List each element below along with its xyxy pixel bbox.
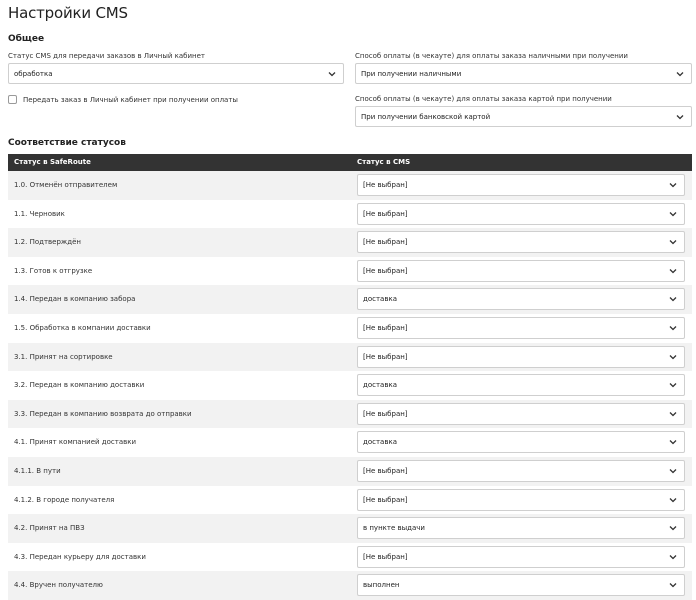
chevron-down-icon [668,466,678,476]
saferoute-status-label: 1.0. Отменён отправителем [14,181,118,189]
chevron-down-icon [668,180,678,190]
page-title: Настройки CMS [8,4,128,22]
saferoute-status-label: 1.5. Обработка в компании доставки [14,323,151,332]
table-row [8,371,692,400]
pass-on-payment-label: Передать заказ в Личный кабинет при получении оплаты [23,96,238,104]
chevron-down-icon [668,437,678,447]
card-payment-label: Способ оплаты (в чекауте) для оплаты заказа картой при получении [355,95,612,103]
table-row [8,428,692,457]
saferoute-status-label: 3.3. Передан в компанию возврата до отправки [14,409,192,418]
cash-payment-value: При получении наличными [361,69,462,78]
chevron-down-icon [668,409,678,419]
cms-status-mapping-select[interactable] [357,374,685,396]
table-row [8,457,692,486]
chevron-down-icon [668,580,678,590]
cms-status-mapping-select[interactable] [357,317,685,339]
general-heading: Общее [8,34,45,44]
cash-payment-select[interactable] [355,63,692,84]
cms-status-mapping-value: [Не выбран] [363,209,408,218]
table-row [8,285,692,314]
cms-status-mapping-value: [Не выбран] [363,495,408,504]
table-row [8,486,692,515]
cms-status-mapping-value: [Не выбран] [363,323,408,332]
saferoute-status-label: 4.1. Принят компанией доставки [14,438,137,447]
cms-status-label: Статус CMS для передачи заказов в Личный кабинет [8,52,205,60]
chevron-down-icon [675,69,685,79]
table-row [8,514,692,543]
table-row [8,257,692,286]
cms-status-mapping-select[interactable] [357,546,685,568]
chevron-down-icon [668,495,678,505]
cms-status-mapping-value: доставка [363,381,397,390]
cms-status-mapping-value: в пункте выдачи [363,524,425,533]
saferoute-status-label: 1.4. Передан в компанию забора [14,295,136,304]
table-row [8,343,692,372]
chevron-down-icon [668,323,678,333]
cms-status-mapping-select[interactable] [357,489,685,511]
cms-status-mapping-value: [Не выбран] [363,466,408,475]
chevron-down-icon [668,352,678,362]
saferoute-status-label: 1.1. Черновик [14,209,65,218]
table-row [8,543,692,572]
saferoute-status-label: 1.3. Готов к отгрузке [14,266,93,275]
pass-on-payment-checkbox[interactable] [8,95,17,104]
saferoute-status-label: 4.1.2. В городе получателя [14,495,115,504]
cms-status-value: обработка [14,69,53,78]
table-row [8,571,692,600]
chevron-down-icon [668,294,678,304]
cms-status-mapping-value: доставка [363,295,397,304]
table-row [8,200,692,229]
cms-status-mapping-select[interactable] [357,174,685,196]
cms-status-mapping-select[interactable] [357,431,685,453]
cash-payment-label: Способ оплаты (в чекауте) для оплаты заказа наличными при получении [355,52,628,60]
cms-status-mapping-select[interactable] [357,403,685,425]
cms-status-mapping-select[interactable] [357,203,685,225]
chevron-down-icon [668,552,678,562]
cms-status-mapping-value: выполнен [363,581,400,590]
saferoute-status-label: 1.2. Подтверждён [14,238,81,247]
cms-status-mapping-value: [Не выбран] [363,409,408,418]
cms-status-mapping-value: [Не выбран] [363,552,408,561]
cms-status-mapping-select[interactable] [357,260,685,282]
chevron-down-icon [675,112,685,122]
cms-status-mapping-select[interactable] [357,288,685,310]
card-payment-value: При получении банковской картой [361,112,491,121]
chevron-down-icon [668,209,678,219]
chevron-down-icon [668,523,678,533]
card-payment-select[interactable] [355,106,692,127]
cms-status-mapping-value: [Не выбран] [363,352,408,361]
table-row [8,228,692,257]
status-mapping-table [8,154,692,600]
cms-status-mapping-select[interactable] [357,517,685,539]
cms-status-mapping-select[interactable] [357,460,685,482]
cms-status-mapping-value: доставка [363,438,397,447]
col-saferoute-header: Статус в SafeRoute [14,158,91,166]
saferoute-status-label: 4.2. Принят на ПВЗ [14,524,85,533]
saferoute-status-label: 4.1.1. В пути [14,466,61,475]
cms-status-mapping-select[interactable] [357,231,685,253]
table-row [8,314,692,343]
table-body [8,171,692,600]
cms-status-mapping-value: [Не выбран] [363,181,408,189]
cms-status-select[interactable] [8,63,344,84]
saferoute-status-label: 4.3. Передан курьеру для доставки [14,552,146,561]
cms-status-mapping-value: [Не выбран] [363,238,408,247]
chevron-down-icon [668,380,678,390]
cms-status-mapping-select[interactable] [357,574,685,596]
saferoute-status-label: 4.4. Вручен получателю [14,581,103,590]
chevron-down-icon [327,69,337,79]
saferoute-status-label: 3.1. Принят на сортировке [14,352,113,361]
cms-status-mapping-value: [Не выбран] [363,266,408,275]
table-header [8,154,692,171]
col-cms-header: Статус в CMS [357,158,411,166]
chevron-down-icon [668,237,678,247]
chevron-down-icon [668,266,678,276]
mapping-heading: Соответствие статусов [8,138,126,148]
table-row [8,171,692,200]
saferoute-status-label: 3.2. Передан в компанию доставки [14,381,145,390]
table-row [8,400,692,429]
cms-status-mapping-select[interactable] [357,346,685,368]
